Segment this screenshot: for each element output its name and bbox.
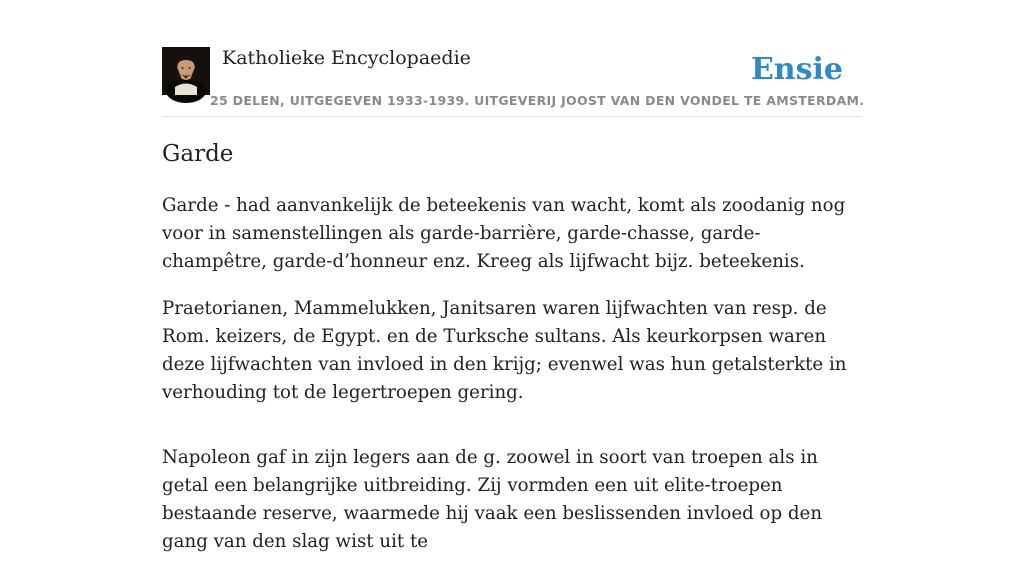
article-paragraph: Garde - had aanvankelijk de beteekenis van wacht, komt als zoodanig nog voor in samenstellingen als garde-barrière, garde-chasse, garde-champêtre, garde-d’honneur enz. Kreeg als lijfwacht bijz. beteekenis.	[162, 195, 846, 272]
article-paragraph: Napoleon gaf in zijn legers aan de g. zoowel in soort van troepen als in getal een belangrijke uitbreiding. Zij vormden een uit elite-troepen bestaande reserve, waarmede hij vaak een beslissenden invloed op den gang van den slag wist uit te	[162, 447, 823, 552]
article-paragraph: Praetorianen, Mammelukken, Janitsaren waren lijfwachten van resp. de Rom. keizers, de Egypt. en de Turksche sultans. Als keurkorpsen waren deze lijfwachten van invloed in den krijg; evenwel was hun getalsterkte in verhouding tot de legertroepen gering.	[162, 298, 847, 403]
book-title[interactable]: Katholieke Encyclopaedie	[222, 47, 471, 69]
portrait-icon	[162, 47, 210, 95]
book-subtitle: 25 DELEN, UITGEGEVEN 1933-1939. UITGEVERIJ JOOST VAN DEN VONDEL TE AMSTERDAM.	[210, 93, 865, 108]
book-avatar[interactable]	[162, 47, 210, 95]
article-title: Garde	[162, 141, 234, 167]
ensie-logo[interactable]: Ensie	[750, 52, 843, 87]
book-header	[162, 46, 865, 117]
article	[162, 136, 864, 575]
